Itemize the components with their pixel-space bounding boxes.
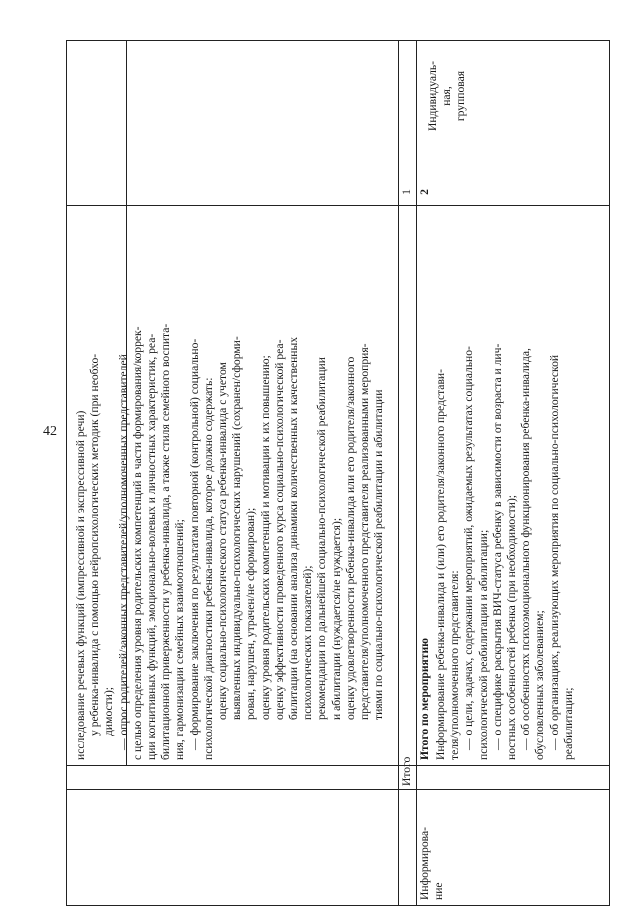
informing-row-label: Информирова- ние: [418, 827, 446, 900]
service-form: Индивидуаль- ная, групповая: [426, 60, 468, 132]
informing-block: Информирование ребенка-инвалида и (или) его родителя/законного представи- теля/уполномоченного представителя: — о цели, задачах, содержании мероприятий, ожидаемых результатах социально- психологической реабилитации и абилитации; — о специфике раскрытия ВИЧ-статуса ребенку в зависимости от возраста и лич- ностных особенностей ребенка (при необходимости); — об особенностях психоэмоционального функционирования ребенка-инвалида, обусловленных заболеванием; — об организациях, реализующих мероприятия по социально-психологической реабилитации;: [434, 343, 575, 760]
page-number: 42: [43, 424, 57, 439]
row-divider-c: [416, 40, 417, 906]
itogo-label: Итого: [400, 756, 413, 786]
col-divider-4: [416, 205, 610, 206]
itogo-po-label: Итого по мероприятию: [418, 637, 431, 760]
row-divider-b: [398, 40, 399, 906]
col-divider-2: [66, 765, 610, 766]
itogo-value: 1: [400, 189, 413, 195]
itogo-po-value: 2: [418, 189, 431, 195]
rotated-table-sheet: [66, 40, 610, 906]
col-divider-1: [66, 789, 610, 790]
diagnostic-block: исследование речевых функций (импрессивной и экспрессивной речи) у ребенка-инвалида с помощью нейропсихологических методик (при необхо- димости); — опрос родителей/законных представителей/уполномоченных представителей с целью определения уровня родительских компетенций в части формирования/коррек- ции когнитивных функций, эмоционально-волевых и личностных характеристик, реа- билитационной приверженности у ребенка-инвалида, а также стиля семейного воспита- ния, гармонизации семейных взаимоотношений; — формирование заключения по результатам повторной (контрольной) социально- психологической диагностики ребенка-инвалида, которое должно содержать: оценку социально-психологического статуса ребенка-инвалида с учетом выявленных индивидуально-психологических нарушений (сохранен/сформи- рован, нарушен, утрачен/не сформирован); оценку уровня родительских компетенций и мотивации к их повышению; оценку эффективности проведенного курса социально-психологической реа- билитации (на основании анализа динамики количественных и качественных психологических показателей); рекомендации по дальнейшей социально-психологической реабилитации и абилитации (нуждается/не нуждается); оценку удовлетворенности ребенка-инвалида или его родителя/законного представителя/уполномоченного представителя реализованными мероприя- тиями по социально-психологической реабилитации и абилитации: [74, 323, 386, 760]
